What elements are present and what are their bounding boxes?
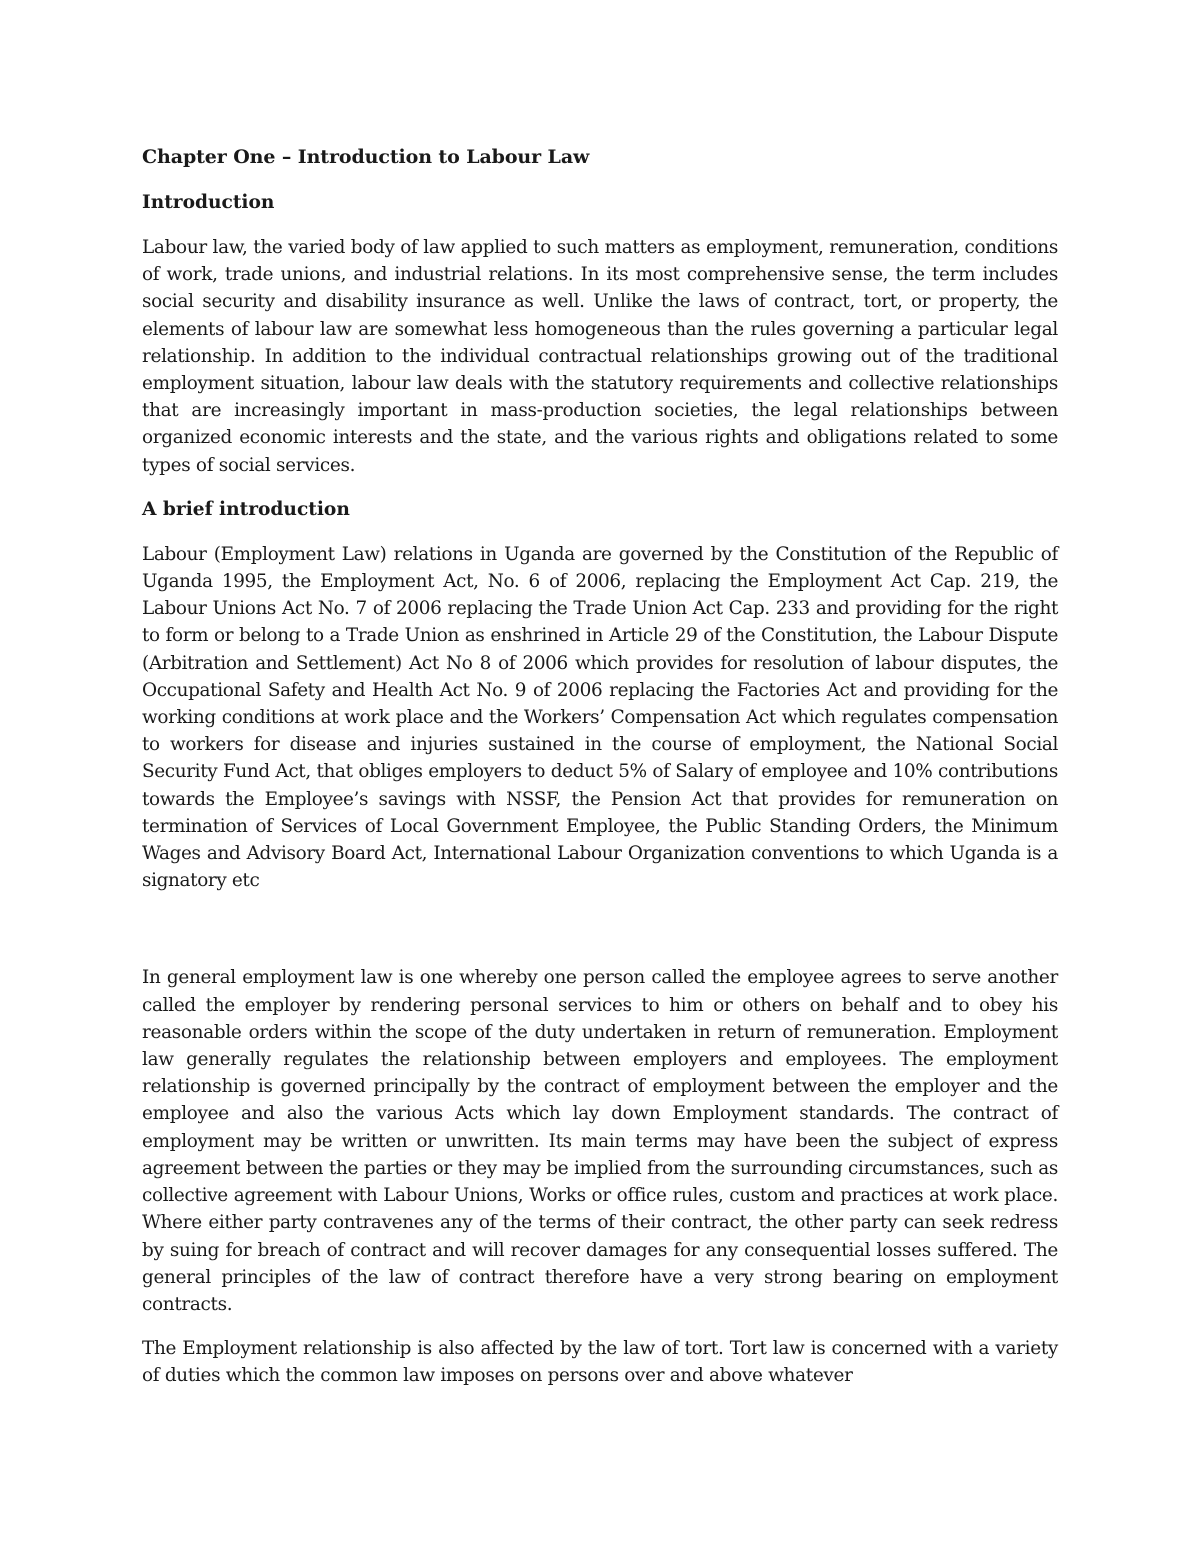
section-heading-introduction: Introduction bbox=[142, 192, 275, 213]
paragraph-labour-law-definition: Labour law, the varied body of law applied to such matters as employment, remuneration, conditions of work, trade unions, and industrial relations. In its most comprehensive sense, the term includes social security and disability insurance as well. Unlike the laws of contract, tort, or property, the elements of labour law are somewhat less homogeneous than the rules governing a particular legal relationship. In addition to the individual contractual relationships growing out of the traditional employment situation, labour law deals with the statutory requirements and collective relationships that are increasingly important in mass-production societies, the legal relationships between organized economic interests and the state, and the various rights and obligations related to some types of social services. bbox=[142, 237, 1058, 476]
paragraph-law-of-tort: The Employment relationship is also affected by the law of tort. Tort law is concerned with a variety of duties which the common law imposes on persons over and above whatever bbox=[142, 1338, 1058, 1387]
paragraph-employment-law-general: In general employment law is one whereby one person called the employee agrees to serve another called the employer by rendering personal services to him or others on behalf and to obey his reasonable orders within the scope of the duty undertaken in return of remuneration. Employment law generally regulates the relationship between employers and employees. The employment relationship is governed principally by the contract of employment between the employer and the employee and also the various Acts which lay down Employment standards. The contract of employment may be written or unwritten. Its main terms may have been the subject of express agreement between the parties or they may be implied from the surrounding circumstances, such as collective agreement with Labour Unions, Works or office rules, custom and practices at work place. Where either party contravenes any of the terms of their contract, the other party can seek redress by suing for breach of contract and will recover damages for any consequential losses suffered. The general principles of the law of contract therefore have a very strong bearing on employment contracts. bbox=[142, 967, 1058, 1315]
section-heading-brief-introduction: A brief introduction bbox=[142, 498, 350, 520]
chapter-title: Chapter One – Introduction to Labour Law bbox=[142, 146, 590, 168]
paragraph-uganda-labour-statutes: Labour (Employment Law) relations in Uganda are governed by the Constitution of the Republic of Uganda 1995, the Employment Act, No. 6 of 2006, replacing the Employment Act Cap. 219, the Labour Unions Act No. 7 of 2006 replacing the Trade Union Act Cap. 233 and providing for the right to form or belong to a Trade Union as enshrined in Article 29 of the Constitution, the Labour Dispute (Arbitration and Settlement) Act No 8 of 2006 which provides for resolution of labour disputes, the Occupational Safety and Health Act No. 9 of 2006 replacing the Factories Act and providing for the working conditions at work place and the Workers’ Compensation Act which regulates compensation to workers for disease and injuries sustained in the course of employment, the National Social Security Fund Act, that obliges employers to deduct 5% of Salary of employee and 10% contributions towards the Employee’s savings with NSSF, the Pension Act that provides for remuneration on termination of Services of Local Government Employee, the Public Standing Orders, the Minimum Wages and Advisory Board Act, International Labour Organization conventions to which Uganda is a signatory etc bbox=[142, 543, 1058, 892]
page-content bbox=[142, 142, 1058, 1390]
